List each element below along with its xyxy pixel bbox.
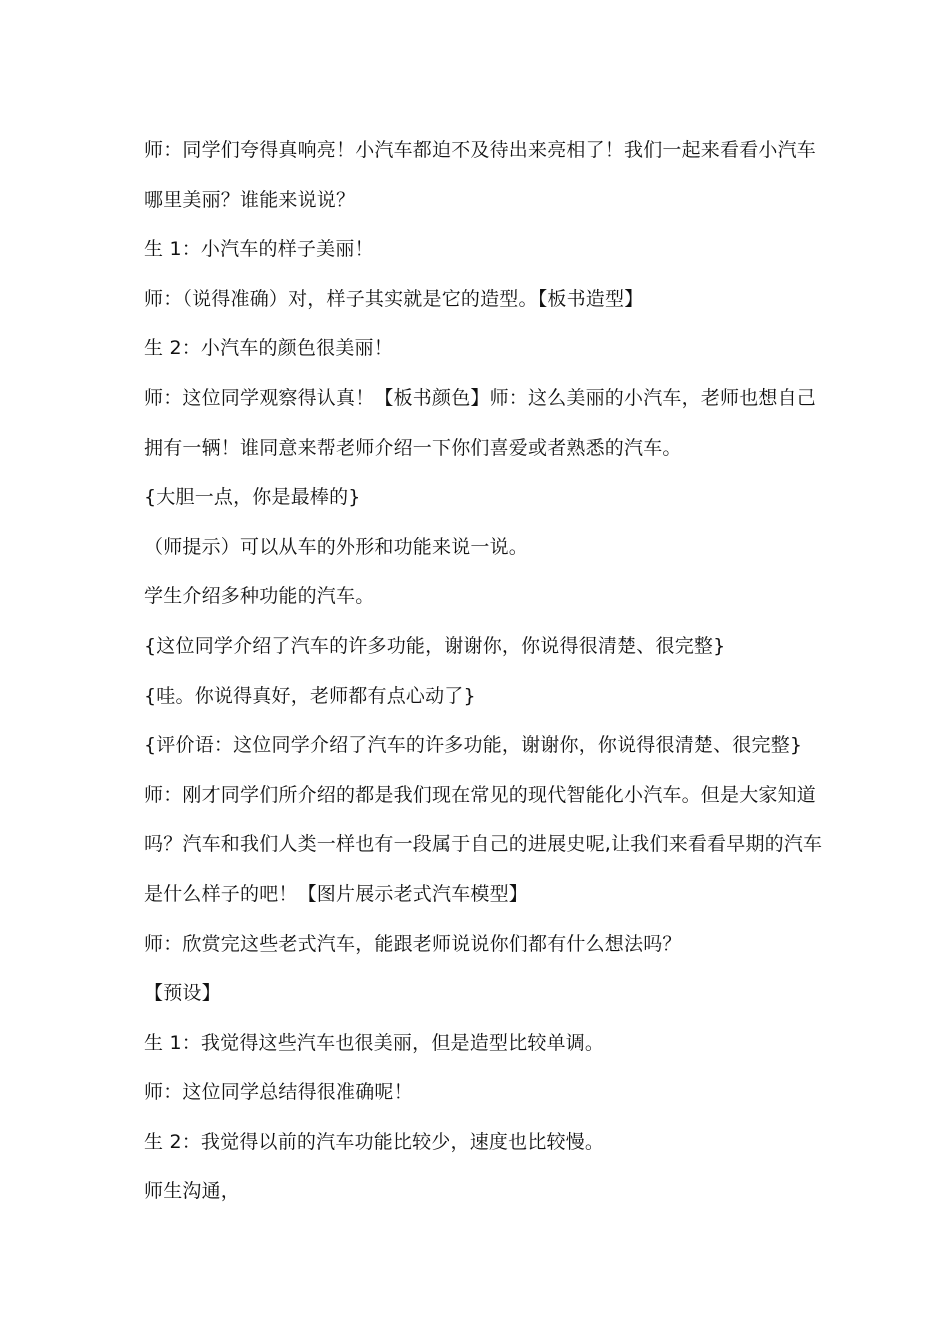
paragraph-evaluation: {评价语：这位同学介绍了汽车的许多功能，谢谢你，你说得很清楚、很完整} (144, 734, 803, 757)
paragraph-teacher-summary: 师：这位同学总结得很准确呢！ (144, 1081, 413, 1104)
paragraph-student2-color: 生 2：小汽车的颜色很美丽！ (144, 337, 393, 360)
paragraph-encourage: {大胆一点，你是最棒的} (144, 486, 361, 509)
document-body (144, 126, 824, 1217)
paragraph-student1-shape: 生 1：小汽车的样子美丽！ (144, 238, 374, 261)
paragraph-teacher-history: 师：刚才同学们所介绍的都是我们现在常见的现代智能化小汽车。但是大家知道吗？汽车和我们人类一样也有一段属于自己的进展史呢,让我们来看看早期的汽车是什么样子的吧！【图片展示老式汽车模型】 (144, 783, 823, 905)
paragraph-praise-1: {这位同学介绍了汽车的许多功能，谢谢你，你说得很清楚、很完整} (144, 634, 726, 657)
paragraph-student-intro-cars: 学生介绍多种功能的汽车。 (144, 585, 375, 608)
paragraph-student2-old-cars: 生 2：我觉得以前的汽车功能比较少，速度也比较慢。 (144, 1130, 605, 1153)
paragraph-praise-2: {哇。你说得真好，老师都有点心动了} (144, 684, 476, 707)
paragraph-teacher-question: 师：欣赏完这些老式汽车，能跟老师说说你们都有什么想法吗？ (144, 932, 682, 955)
paragraph-teacher-intro: 师：同学们夸得真响亮！小汽车都迫不及待出来亮相了！我们一起来看看小汽车哪里美丽？谁能来说说？ (144, 139, 817, 211)
paragraph-teacher-hint: （师提示）可以从车的外形和功能来说一说。 (144, 535, 529, 558)
paragraph-teacher-color: 师：这位同学观察得认真！【板书颜色】师：这么美丽的小汽车，老师也想自己拥有一辆！谁同意来帮老师介绍一下你们喜爱或者熟悉的汽车。 (144, 386, 817, 459)
paragraph-teacher-shape: 师：（说得准确）对，样子其实就是它的造型。【板书造型】 (144, 287, 644, 310)
paragraph-discussion: 师生沟通， (144, 1180, 241, 1203)
paragraph-student1-old-cars: 生 1：我觉得这些汽车也很美丽，但是造型比较单调。 (144, 1031, 605, 1054)
paragraph-preset: 【预设】 (144, 982, 221, 1005)
